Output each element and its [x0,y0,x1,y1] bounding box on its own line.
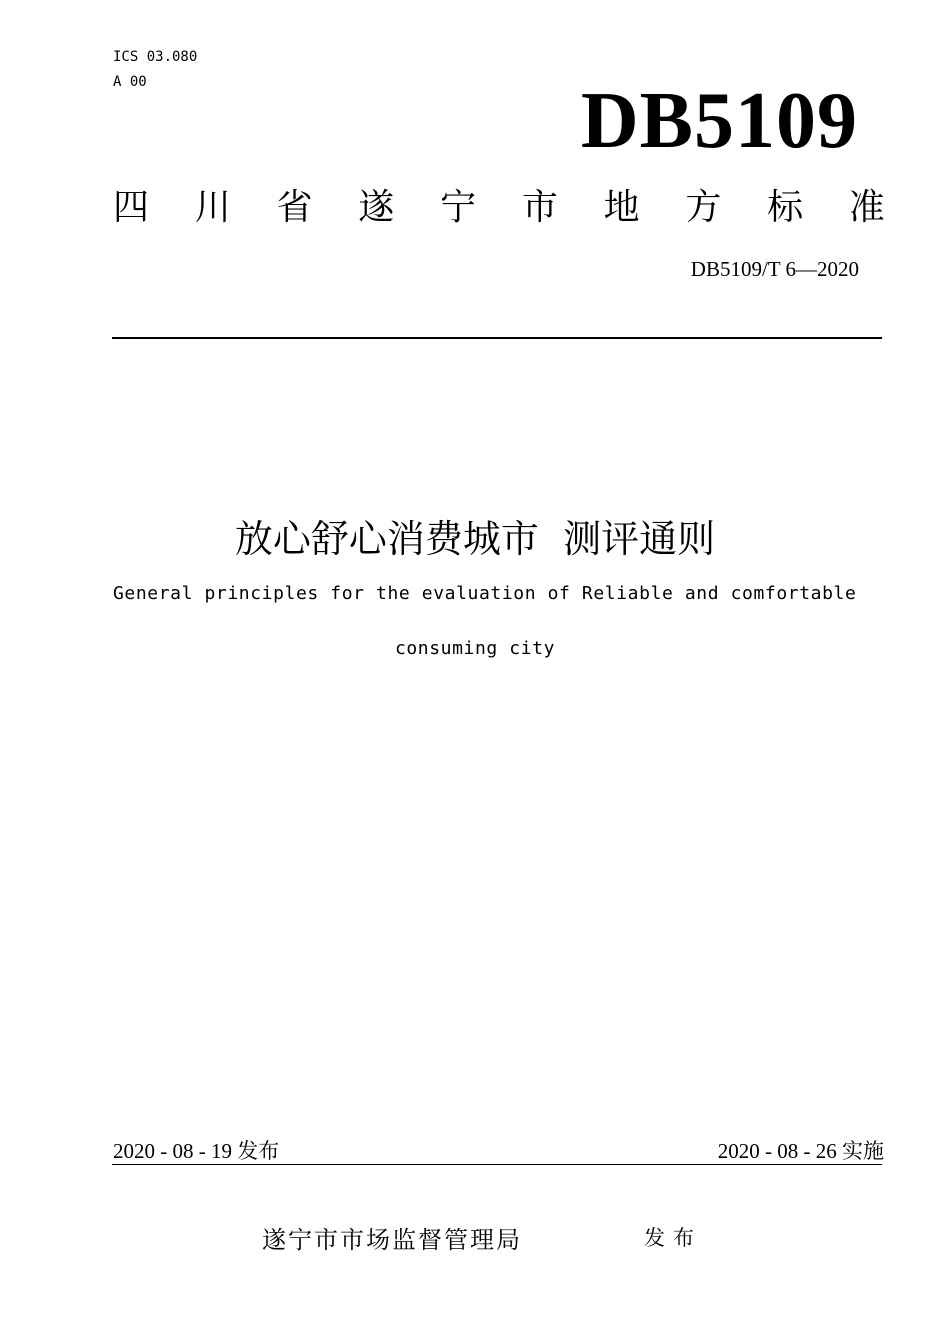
ccs-code: A 00 [113,74,147,90]
standard-type-char: 方 [685,187,722,228]
standard-type-char: 川 [194,187,231,228]
standard-type-char: 四 [113,187,150,228]
implement-date: 2020 - 08 - 26 实施 [717,1139,884,1163]
publish-date: 2020 - 08 - 19 发布 [113,1139,280,1163]
standard-type-char: 准 [848,187,885,228]
title-chinese: 放心舒心消费城市 测评通则 [234,517,716,561]
title-english-line1: General principles for the evaluation of Reliable and comfortable [113,583,857,604]
title-english-line2: consuming city [394,638,556,659]
standard-type-char: 宁 [440,187,477,228]
standard-number: DB5109/T 6—2020 [690,257,859,281]
standard-logo: DB5109 [580,77,858,165]
bottom-divider [112,1164,882,1165]
issue-label: 发布 [644,1226,702,1250]
ics-code: ICS 03.080 [113,49,198,65]
standard-type-char: 遂 [358,187,395,228]
top-divider [112,337,882,339]
issuer-name: 遂宁市市场监督管理局 [262,1226,522,1254]
standard-type-char: 省 [276,187,313,228]
standard-type-char: 市 [521,187,558,228]
standard-type-char: 标 [767,187,804,228]
standard-type [113,186,885,230]
standard-type-char: 地 [603,187,640,228]
